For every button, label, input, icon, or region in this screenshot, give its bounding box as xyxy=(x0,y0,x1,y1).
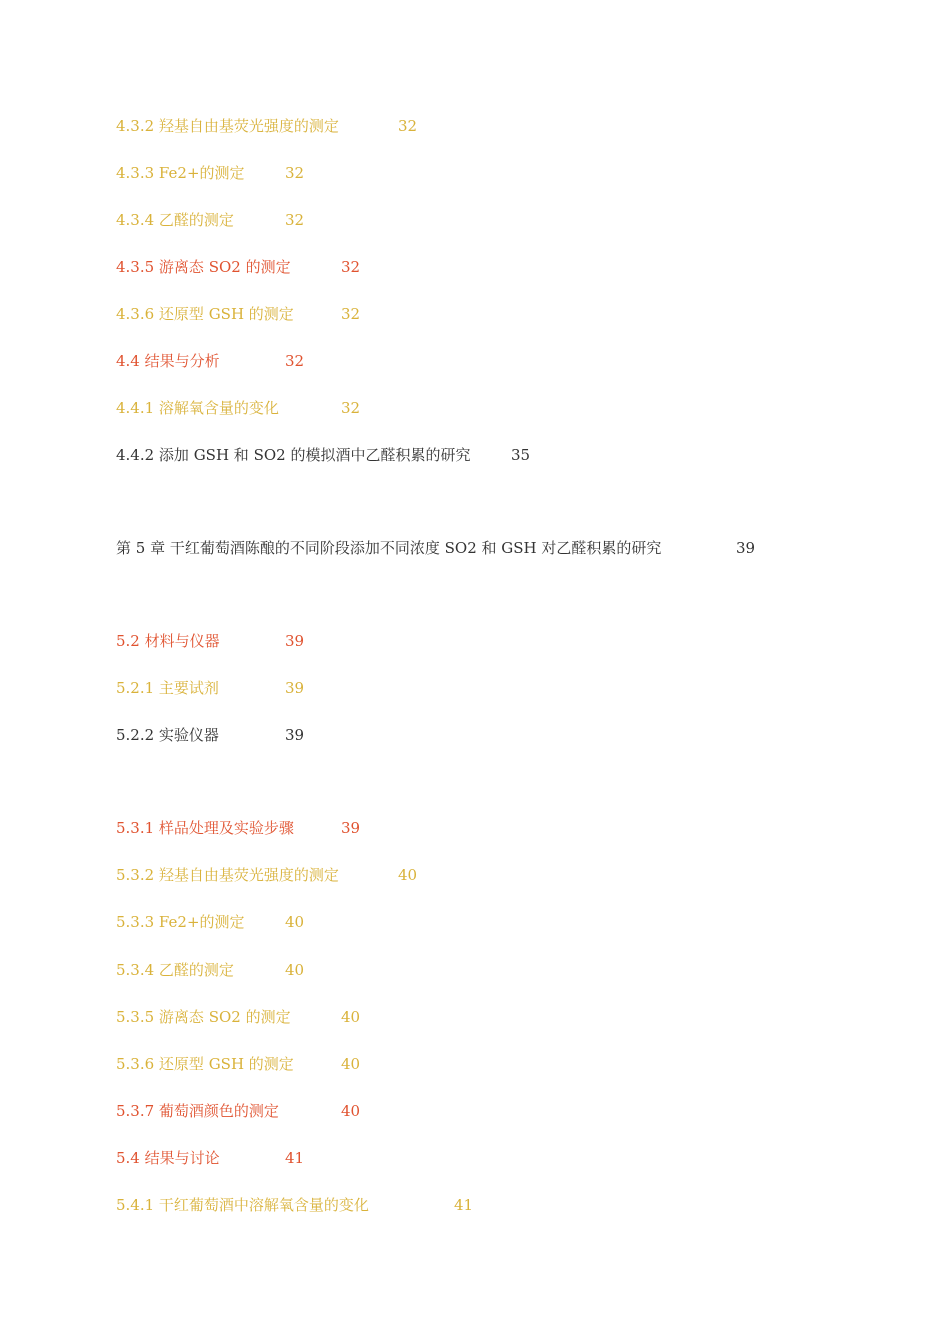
toc-entry-page: 39 xyxy=(736,539,756,557)
toc-entry-title: 4.4.1 溶解氧含量的变化 xyxy=(116,399,279,417)
toc-entry-page: 40 xyxy=(285,961,305,979)
toc-entry-page: 39 xyxy=(285,632,305,650)
toc-entry-title: 5.3.7 葡萄酒颜色的测定 xyxy=(116,1102,279,1120)
toc-entry-page: 32 xyxy=(398,117,418,135)
toc-entry-title: 4.4.2 添加 GSH 和 SO2 的模拟酒中乙醛积累的研究 xyxy=(116,446,471,464)
toc-entry-title: 4.4 结果与分析 xyxy=(116,352,220,370)
toc-entry-page: 40 xyxy=(398,866,418,884)
toc-entry-page: 32 xyxy=(285,211,305,229)
toc-entry-page: 40 xyxy=(285,913,305,931)
toc-entry-page: 32 xyxy=(341,258,361,276)
toc-entry-title: 4.3.3 Fe2+的测定 xyxy=(116,164,245,182)
toc-entry-title: 5.3.2 羟基自由基荧光强度的测定 xyxy=(116,866,339,884)
toc-entry-title: 5.4 结果与讨论 xyxy=(116,1149,220,1167)
toc-entry-title: 第 5 章 干红葡萄酒陈酿的不同阶段添加不同浓度 SO2 和 GSH 对乙醛积累的研究 xyxy=(116,539,662,557)
toc-entry-title: 5.4.1 干红葡萄酒中溶解氧含量的变化 xyxy=(116,1196,369,1214)
toc-entry-title: 5.2.1 主要试剂 xyxy=(116,679,219,697)
toc-entry-title: 5.3.5 游离态 SO2 的测定 xyxy=(116,1008,291,1026)
toc-entry-title: 4.3.5 游离态 SO2 的测定 xyxy=(116,258,291,276)
toc-entry-page: 32 xyxy=(285,352,305,370)
toc-entry-title: 5.3.4 乙醛的测定 xyxy=(116,961,234,979)
toc-entry-title: 5.2.2 实验仪器 xyxy=(116,726,219,744)
toc-entry-page: 35 xyxy=(511,446,531,464)
toc-entry-page: 39 xyxy=(285,679,305,697)
toc-entry-title: 4.3.6 还原型 GSH 的测定 xyxy=(116,305,294,323)
toc-entry-page: 41 xyxy=(454,1196,474,1214)
toc-entry-page: 32 xyxy=(341,305,361,323)
toc-entry-title: 5.3.1 样品处理及实验步骤 xyxy=(116,819,294,837)
toc-entry-page: 39 xyxy=(285,726,305,744)
toc-entry-page: 40 xyxy=(341,1008,361,1026)
toc-entry-title: 4.3.4 乙醛的测定 xyxy=(116,211,234,229)
toc-entry-title: 4.3.2 羟基自由基荧光强度的测定 xyxy=(116,117,339,135)
toc-entry-page: 32 xyxy=(341,399,361,417)
toc-entry-page: 40 xyxy=(341,1102,361,1120)
toc-entry-page: 32 xyxy=(285,164,305,182)
toc-entry-page: 39 xyxy=(341,819,361,837)
toc-entry-page: 41 xyxy=(285,1149,305,1167)
toc-entry-title: 5.3.6 还原型 GSH 的测定 xyxy=(116,1055,294,1073)
toc-entry-page: 40 xyxy=(341,1055,361,1073)
toc-entry-title: 5.2 材料与仪器 xyxy=(116,632,220,650)
toc-entry-title: 5.3.3 Fe2+的测定 xyxy=(116,913,245,931)
